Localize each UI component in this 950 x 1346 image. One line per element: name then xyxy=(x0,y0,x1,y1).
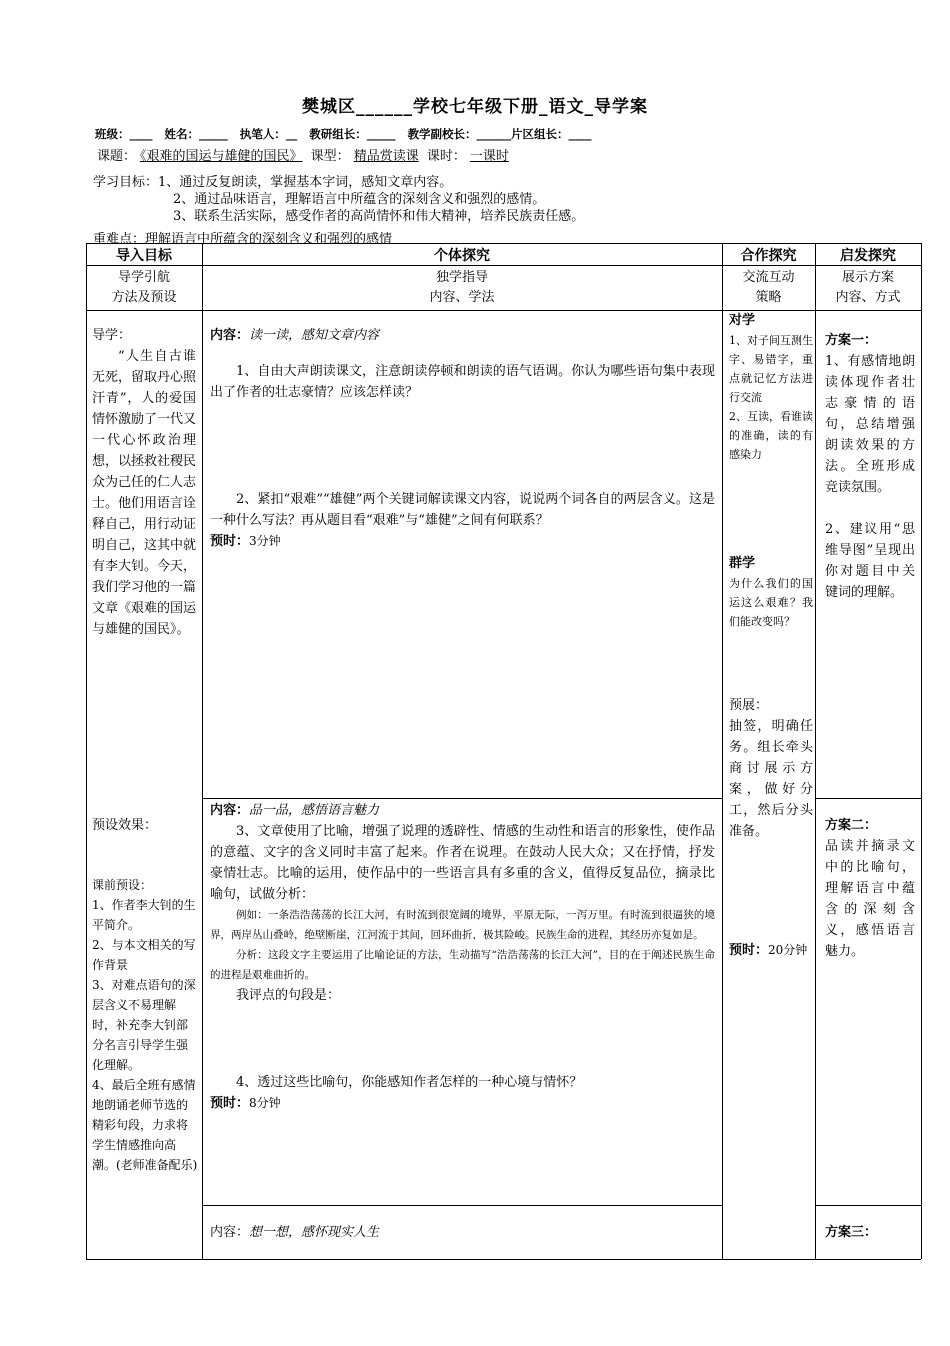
key-difficulty: 重难点：理解语言中所蕴含的深刻含义和强烈的感情 xyxy=(93,232,393,247)
col-header-inspiration: 启发探究 xyxy=(840,248,896,264)
page-title: 樊城区______学校七年级下册_语文_导学案 xyxy=(302,97,648,117)
section-read xyxy=(210,325,715,552)
class-field: 班级：____ xyxy=(95,127,153,141)
section-label: 内容： xyxy=(210,328,250,343)
goal-2: 2、通过品味语言，理解语言中所蕴含的深刻含义和强烈的感情。 xyxy=(173,192,546,207)
section-label: 内容： xyxy=(210,1225,250,1240)
plan-label: 方案一： xyxy=(825,333,878,348)
time-label: 预时： xyxy=(210,534,250,549)
subheader-inspiration: 展示方案 内容、方式 xyxy=(835,270,901,305)
info-line xyxy=(95,126,600,142)
question-4: 4、透过这些比喻句，你能感知作者怎样的一种心境与情怀？ xyxy=(236,1075,583,1090)
time-value: 3分钟 xyxy=(249,534,281,548)
pair-study-label: 对学 xyxy=(729,313,756,328)
plan-three xyxy=(825,1222,915,1243)
time-value: 20分钟 xyxy=(768,943,808,957)
col-header-cooperative: 合作探究 xyxy=(740,248,797,264)
pair-study-1: 1、对子间互测生字、易错字，重点就记忆方法进行交流 xyxy=(729,334,813,404)
subheader-intro: 导学引航 方法及预设 xyxy=(111,270,177,305)
intro-text: “人生自古谁无死，留取丹心照汗青”，人的爱国情怀激励了一代又一代心怀政治理想，以拯救社稷民众为己任的仁人志士。他们用语言诠释自己，用行动证明自己，这其中就有李大钊。今天，我们学习他的一篇文章《艰难的国运与雄健的国民》。 xyxy=(92,349,197,637)
type-value: 精品赏读课 xyxy=(353,149,419,164)
principal-field: 教学副校长：______片区组长：____ xyxy=(407,127,592,141)
section-think xyxy=(210,1222,715,1243)
section-title: 想一想，感怀现实人生 xyxy=(249,1225,380,1240)
section-label: 内容： xyxy=(210,803,250,818)
plan-one xyxy=(825,330,915,603)
topic-value: 《艰难的国运与雄健的国民》 xyxy=(140,149,303,164)
pre-show-label: 预展： xyxy=(729,698,769,713)
intro-cell xyxy=(92,325,196,640)
writer-field: 执笔人：__ xyxy=(239,127,298,141)
course-line xyxy=(97,145,513,164)
type-label: 课型： xyxy=(310,149,350,164)
effect-label: 预设效果： xyxy=(92,818,158,833)
question-1: 1、自由大声朗读课文，注意朗读停顿和朗读的语气语调。你认为哪些语句集中表现出了作者的壮志豪情？应该怎样读？ xyxy=(210,364,715,400)
name-field: 姓名：_____ xyxy=(164,127,228,141)
pair-study-2: 2、互读，看谁读的准确，读的有感染力 xyxy=(729,410,813,461)
plan-label: 方案三： xyxy=(825,1225,878,1240)
list-item: 4、最后全班有感情地朗诵老师节选的精彩句段，力求将学生情感推向高潮。(老师准备配乐) xyxy=(92,1078,198,1172)
time-label: 预时： xyxy=(729,943,769,958)
preset-label: 课前预设： xyxy=(92,878,153,892)
question-3: 3、文章使用了比喻，增强了说理的透辟性、情感的生动性和语言的形象性，使作品的意蕴、文字的含义同时丰富了起来。作者在说理。在鼓动人民大众；又在抒情，抒发豪情壮志。比喻的运用，使作品中的一些语言具有多重的含义，值得反复品位，摘录比喻句，试做分析： xyxy=(210,824,715,902)
topic-label: 课题： xyxy=(97,149,137,164)
goal-3: 3、联系生活实际，感受作者的高尚情怀和伟大精神，培养民族责任感。 xyxy=(173,209,585,224)
learning-goals xyxy=(93,174,584,225)
example-text: 例如：一条浩浩荡荡的长江大河，有时流到很宽阔的境界，平原无际，一泻万里。有时流到很逼狭的境界，两岸丛山叠岭，绝壁断崖，江河流于其间，回环曲折，极其险峻。民族生命的进程，其经历亦复如是。 xyxy=(210,909,715,941)
list-item: 2、与本文相关的写作背景 xyxy=(92,938,196,972)
intro-label: 导学： xyxy=(92,328,132,343)
time-label: 预时： xyxy=(210,1096,250,1111)
group-study-label: 群学 xyxy=(729,556,756,571)
col-header-individual: 个体探究 xyxy=(434,248,490,264)
section-title: 品一品，感悟语言魅力 xyxy=(249,803,380,818)
my-comment-prompt: 我评点的句段是： xyxy=(236,988,341,1003)
cooperative-cell xyxy=(729,310,813,464)
time-value: 8分钟 xyxy=(249,1096,281,1110)
plan-two xyxy=(825,815,915,962)
group-study xyxy=(729,553,813,631)
section-title: 读一读，感知文章内容 xyxy=(249,328,380,343)
pre-show-text: 抽签，明确任务。组长牵头商讨展示方案，做好分工，然后分头准备。 xyxy=(729,719,813,839)
group-leader-field: 教研组长：_____ xyxy=(309,127,396,141)
hours-value: 一课时 xyxy=(469,149,509,164)
plan-item: 1、有感情地朗读体现作者壮志豪情的语句，总结增强朗读效果的方法。全班形成竞读氛围。 xyxy=(825,354,915,495)
plan-item: 2、建议用“思维导图”呈现出你对题目中关键词的理解。 xyxy=(825,522,915,600)
list-item: 3、对难点语句的深层含义不易理解时，补充李大钊部分名言引导学生强化理解。 xyxy=(92,978,196,1072)
plan-label: 方案二： xyxy=(825,818,878,833)
subheader-cooperative: 交流互动 策略 xyxy=(742,270,795,305)
goal-1: 学习目标：1、通过反复朗读，掌握基本字词，感知文章内容。 xyxy=(93,175,453,190)
col-header-intro: 导入目标 xyxy=(116,248,172,264)
pre-show xyxy=(729,695,813,842)
section-savor xyxy=(210,800,715,1114)
group-study-text: 为什么我们的国运这么艰难？我们能改变吗？ xyxy=(729,577,813,628)
hours-label: 课时： xyxy=(426,149,466,164)
question-2: 2、紧扣“艰难”“雄健”两个关键词解读课文内容，说说两个词各自的两层含义。这是一种什么写法？再从题目看“艰难”与“雄健”之间有何联系？ xyxy=(210,492,715,528)
plan-item: 品读并摘录文中的比喻句，理解语言中蕴含的深刻含义，感悟语言魅力。 xyxy=(825,839,915,959)
analysis-text: 分析：这段文字主要运用了比喻论证的方法，生动描写“浩浩荡荡的长江大河”，目的在于阐述民族生命的进程是艰难曲折的。 xyxy=(210,949,715,981)
list-item: 1、作者李大钊的生平简介。 xyxy=(92,898,196,932)
coop-time xyxy=(729,940,813,961)
subheader-individual: 独学指导 内容、学法 xyxy=(429,270,495,305)
preset-list xyxy=(92,875,198,1175)
